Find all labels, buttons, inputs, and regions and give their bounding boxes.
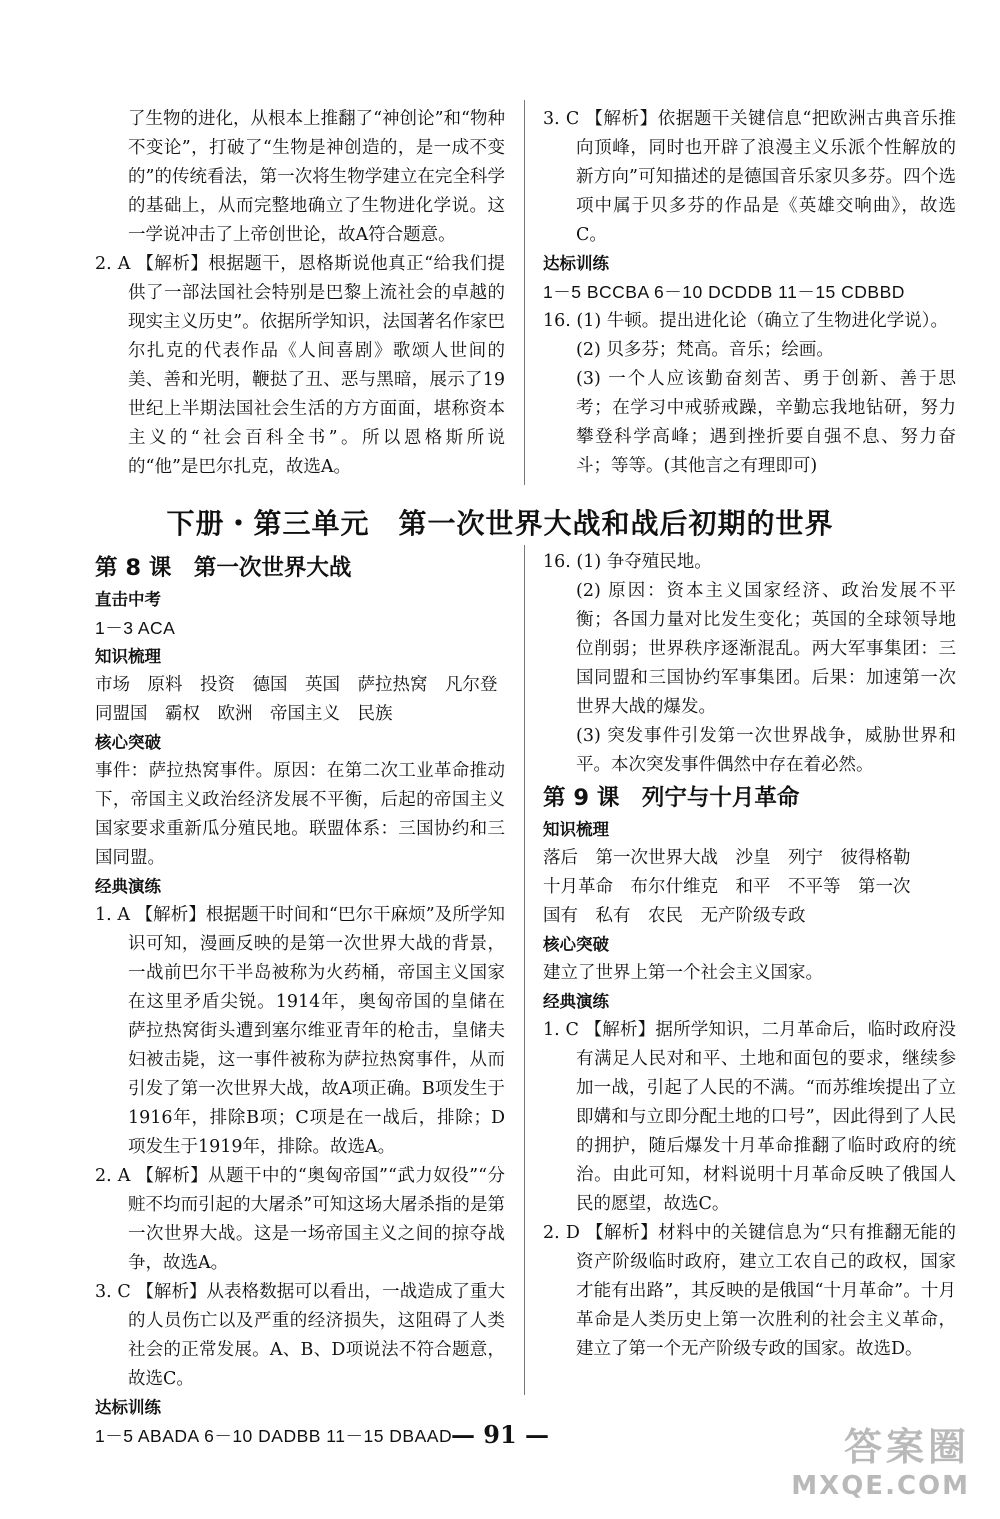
- section-heading-knowledge: 知识梳理: [95, 647, 161, 666]
- knowledge-line-3: 国有 私有 农民 无产阶级专政: [543, 906, 806, 926]
- top-left-column: [95, 105, 505, 482]
- lesson8-title: 第 8 课 第一次世界大战: [95, 555, 352, 581]
- question-16-part2: (2) 贝多芬；梵高。音乐；绘画。: [576, 340, 834, 360]
- core-text: 建立了世界上第一个社会主义国家。: [543, 963, 823, 983]
- section-heading-core: 核心突破: [95, 733, 161, 752]
- practice-item-1: 1. C 【解析】据所学知识，二月革命后，临时政府没有满足人民对和平、土地和面包的要求，继续参加一战，引起了人民的不满。“而苏维埃提出了立即媾和与立即分配土地的口号”，因此得到了人民的拥护，随后爆发十月革命推翻了临时政府的统治。由此可知，材料说明十月革命反映了俄国人民的愿望，故选C。: [543, 1020, 956, 1214]
- practice-item-1: 1. A 【解析】根据题干时间和“巴尔干麻烦”及所学知识可知，漫画反映的是第一次世界大战的背景，一战前巴尔干半岛被称为火药桶，帝国主义国家在这里矛盾尖锐。1914年，奥匈帝国的皇储在萨拉热窝街头遭到塞尔维亚青年的枪击，皇储夫妇被击毙，这一事件被称为萨拉热窝事件，从而引发了第一次世界大战，故A项正确。B项发生于1916年，排除B项；C项是在一战后，排除；D项发生于1919年，排除。故选A。: [95, 905, 505, 1157]
- knowledge-line-2: 十月革命 布尔什维克 和平 不平等 第一次: [543, 877, 911, 897]
- answer-item-2: 2. A 【解析】根据题干，恩格斯说他真正“给我们提供了一部法国社会特别是巴黎上流社会的卓越的现实主义历史”。依据所学知识，法国著名作家巴尔扎克的代表作品《人间喜剧》歌颂人世间的美、善和光明，鞭挞了丑、恶与黑暗，展示了19世纪上半期法国社会生活的方方面面，堪称资本主义的“社会百科全书”。所以恩格斯所说的“他”是巴尔扎克，故选A。: [95, 254, 505, 477]
- question-16-part3: (3) 一个人应该勤奋刻苦、勇于创新、善于思考；在学习中戒骄戒躁，辛勤忘我地钻研，努力攀登科学高峰；遇到挫折要自强不息、努力奋斗；等等。(其他言之有理即可): [576, 369, 956, 476]
- answer-item-3: 3. C 【解析】依据题干关键信息“把欧洲古典音乐推向顶峰，同时也开辟了浪漫主义乐派个性解放的新方向”可知描述的是德国音乐家贝多芬。四个选项中属于贝多芬的作品是《英雄交响曲》，故选C。: [543, 109, 956, 245]
- continuation-paragraph: 了生物的进化，从根本上推翻了“神创论”和“物种不变论”，打破了“生物是神创造的，是一成不变的”的传统看法，第一次将生物学建立在完全科学的基础上，从而完整地确立了生物进化学说。这一学说冲击了上帝创世论，故A符合题意。: [128, 109, 505, 245]
- training-answers: 1－5 BCCBA 6－10 DCDDB 11－15 CDBBD: [543, 282, 905, 302]
- lesson9-column: [543, 548, 956, 1364]
- core-text: 事件：萨拉热窝事件。原因：在第二次工业革命推动下，帝国主义政治经济发展不平衡，后起的帝国主义国家要求重新瓜分殖民地。联盟体系：三国协约和三国同盟。: [95, 761, 505, 868]
- question-16-part1: 16. (1) 牛顿。提出进化论（确立了生物进化学说）。: [543, 311, 948, 331]
- section-heading-core: 核心突破: [543, 935, 609, 954]
- section-heading-practice: 经典演练: [543, 992, 609, 1011]
- question-16-part2: (2) 原因：资本主义国家经济、政治发展不平衡；各国力量对比发生变化；英国的全球领导地位削弱；世界秩序逐渐混乱。两大军事集团：三国同盟和三国协约军事集团。后果：加速第一次世界大战的爆发。: [576, 581, 956, 717]
- practice-item-2: 2. A 【解析】从题干中的“奥匈帝国”“武力奴役”“分赃不均而引起的大屠杀”可知这场大屠杀指的是第一次世界大战。这是一场帝国主义之间的掠夺战争，故选A。: [95, 1166, 505, 1273]
- unit-title: 下册・第三单元 第一次世界大战和战后初期的世界: [166, 507, 834, 540]
- watermark-logo: [791, 1416, 970, 1501]
- section-heading-training: 达标训练: [543, 254, 609, 273]
- direct-answers: 1－3 ACA: [95, 618, 176, 638]
- question-16-part1: 16. (1) 争夺殖民地。: [543, 552, 712, 572]
- training-answers: 1－5 ABADA 6－10 DADBB 11－15 DBAAD: [95, 1426, 453, 1446]
- question-16-part3: (3) 突发事件引发第一次世界战争，威胁世界和平。本次突发事件偶然中存在着必然。: [576, 726, 956, 775]
- section-heading-direct: 直击中考: [95, 590, 161, 609]
- watermark-cn: 答案圈: [843, 1425, 970, 1469]
- knowledge-line-1: 市场 原料 投资 德国 英国 萨拉热窝 凡尔登: [95, 675, 498, 695]
- knowledge-line-1: 落后 第一次世界大战 沙皇 列宁 彼得格勒: [543, 848, 911, 868]
- lesson8-column: [95, 550, 505, 1451]
- section-heading-training: 达标训练: [95, 1398, 161, 1417]
- knowledge-line-2: 同盟国 霸权 欧洲 帝国主义 民族: [95, 704, 393, 724]
- practice-item-3: 3. C 【解析】从表格数据可以看出，一战造成了重大的人员伤亡以及严重的经济损失，这阻碍了人类社会的正常发展。A、B、D项说法不符合题意，故选C。: [95, 1282, 505, 1389]
- column-divider-bottom: [524, 545, 525, 1395]
- lesson9-title: 第 9 课 列宁与十月革命: [543, 785, 800, 811]
- column-divider-top: [524, 100, 525, 485]
- top-right-column: [543, 105, 956, 481]
- section-heading-knowledge: 知识梳理: [543, 820, 609, 839]
- practice-item-2: 2. D 【解析】材料中的关键信息为“只有推翻无能的资产阶级临时政府，建立工农自己的政权，国家才能有出路”，其反映的是俄国“十月革命”。十月革命是人类历史上第一次胜利的社会主义革命，建立了第一个无产阶级专政的国家。故选D。: [543, 1223, 956, 1359]
- section-heading-practice: 经典演练: [95, 877, 161, 896]
- watermark-en: MXQE.COM: [791, 1471, 970, 1501]
- page-number: — 91 —: [450, 1420, 550, 1449]
